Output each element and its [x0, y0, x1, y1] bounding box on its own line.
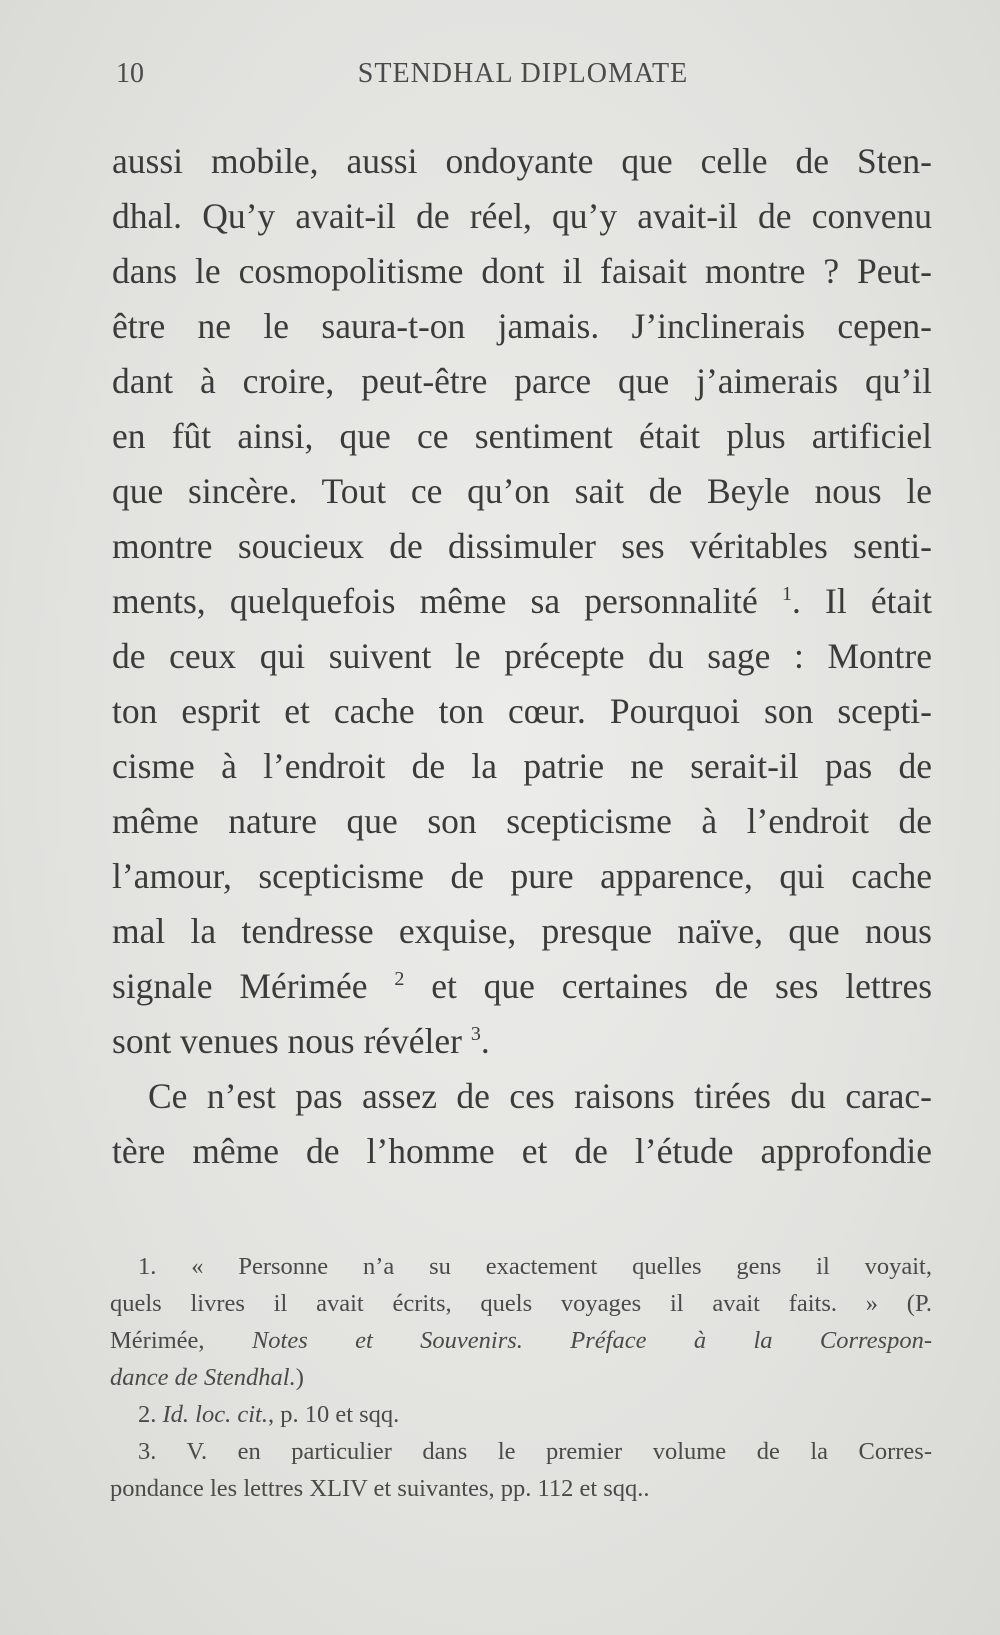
footnote-segment: ) — [295, 1364, 304, 1391]
footnote-italic: Notes et Souvenirs. Préface à la Correspon- — [251, 1327, 932, 1354]
footnote-line — [110, 1359, 932, 1396]
footnotes — [110, 1248, 932, 1507]
text-segment: signale Mérimée — [112, 966, 368, 1006]
text-line: en fût ainsi, que ce sentiment était plus artificiel — [112, 416, 932, 456]
text-line: même nature que son scepticisme à l’endroit de — [112, 801, 932, 841]
text-line: être ne le saura-t-on jamais. J’inclinerais cepen- — [112, 306, 932, 346]
page-number: 10 — [116, 58, 144, 89]
footnote-italic: dance de Stendhal. — [110, 1364, 296, 1391]
text-line — [112, 959, 932, 1014]
text-line — [112, 574, 932, 629]
footnote-line: 3. V. en particulier dans le premier volume de la Corres- — [138, 1438, 932, 1465]
text-line: cisme à l’endroit de la patrie ne serait-il pas de — [112, 746, 932, 786]
text-line: tère même de l’homme et de l’étude approfondie — [112, 1131, 932, 1171]
text-line: montre soucieux de dissimuler ses véritables senti- — [112, 526, 932, 566]
footnote-line: pondance les lettres XLIV et suivantes, pp. 112 et sqq.. — [110, 1475, 650, 1502]
main-text — [112, 134, 932, 1179]
running-title: STENDHAL DIPLOMATE — [357, 58, 689, 89]
text-line: aussi mobile, aussi ondoyante que celle de Sten- — [112, 141, 932, 181]
text-line: l’amour, scepticisme de pure apparence, qui cache — [112, 856, 932, 896]
text-line: de ceux qui suivent le précepte du sage : Montre — [112, 636, 932, 676]
footnote-segment: 2. — [138, 1401, 163, 1428]
text-line: que sincère. Tout ce qu’on sait de Beyle nous le — [112, 471, 932, 511]
footnote-marker: 2 — [394, 968, 405, 991]
text-line: Ce n’est pas assez de ces raisons tirées du carac- — [148, 1076, 932, 1116]
text-line: ton esprit et cache ton cœur. Pourquoi son scepti- — [112, 691, 932, 731]
text-segment: . Il était — [792, 581, 933, 621]
text-line: dans le cosmopolitisme dont il faisait montre ? Peut- — [112, 251, 932, 291]
text-segment: . — [480, 1021, 490, 1061]
text-line — [112, 1014, 932, 1069]
footnote-line — [110, 1396, 932, 1433]
text-line: mal la tendresse exquise, presque naïve, que nous — [112, 911, 932, 951]
footnote-line: quels livres il avait écrits, quels voyages il avait faits. » (P. — [110, 1290, 932, 1317]
text-line: dhal. Qu’y avait-il de réel, qu’y avait-il de convenu — [112, 196, 932, 236]
footnote-segment: Mérimée, — [110, 1327, 252, 1354]
footnote-italic: Id. loc. cit. — [162, 1401, 268, 1428]
footnote-line — [110, 1322, 932, 1359]
page-header — [112, 58, 934, 98]
footnote-marker: 1 — [782, 583, 792, 606]
footnote-line: 1. « Personne n’a su exactement quelles gens il voyait, — [138, 1253, 932, 1280]
text-line: dant à croire, peut-être parce que j’aimerais qu’il — [112, 361, 932, 401]
footnote-marker: 3 — [470, 1023, 481, 1046]
footnote-segment: , p. 10 et sqq. — [267, 1401, 400, 1428]
text-segment: et que certaines de ses lettres — [404, 966, 933, 1006]
text-segment: ments, quelquefois même sa personnalité — [112, 581, 758, 621]
text-segment: sont venues nous révéler — [112, 1021, 462, 1061]
